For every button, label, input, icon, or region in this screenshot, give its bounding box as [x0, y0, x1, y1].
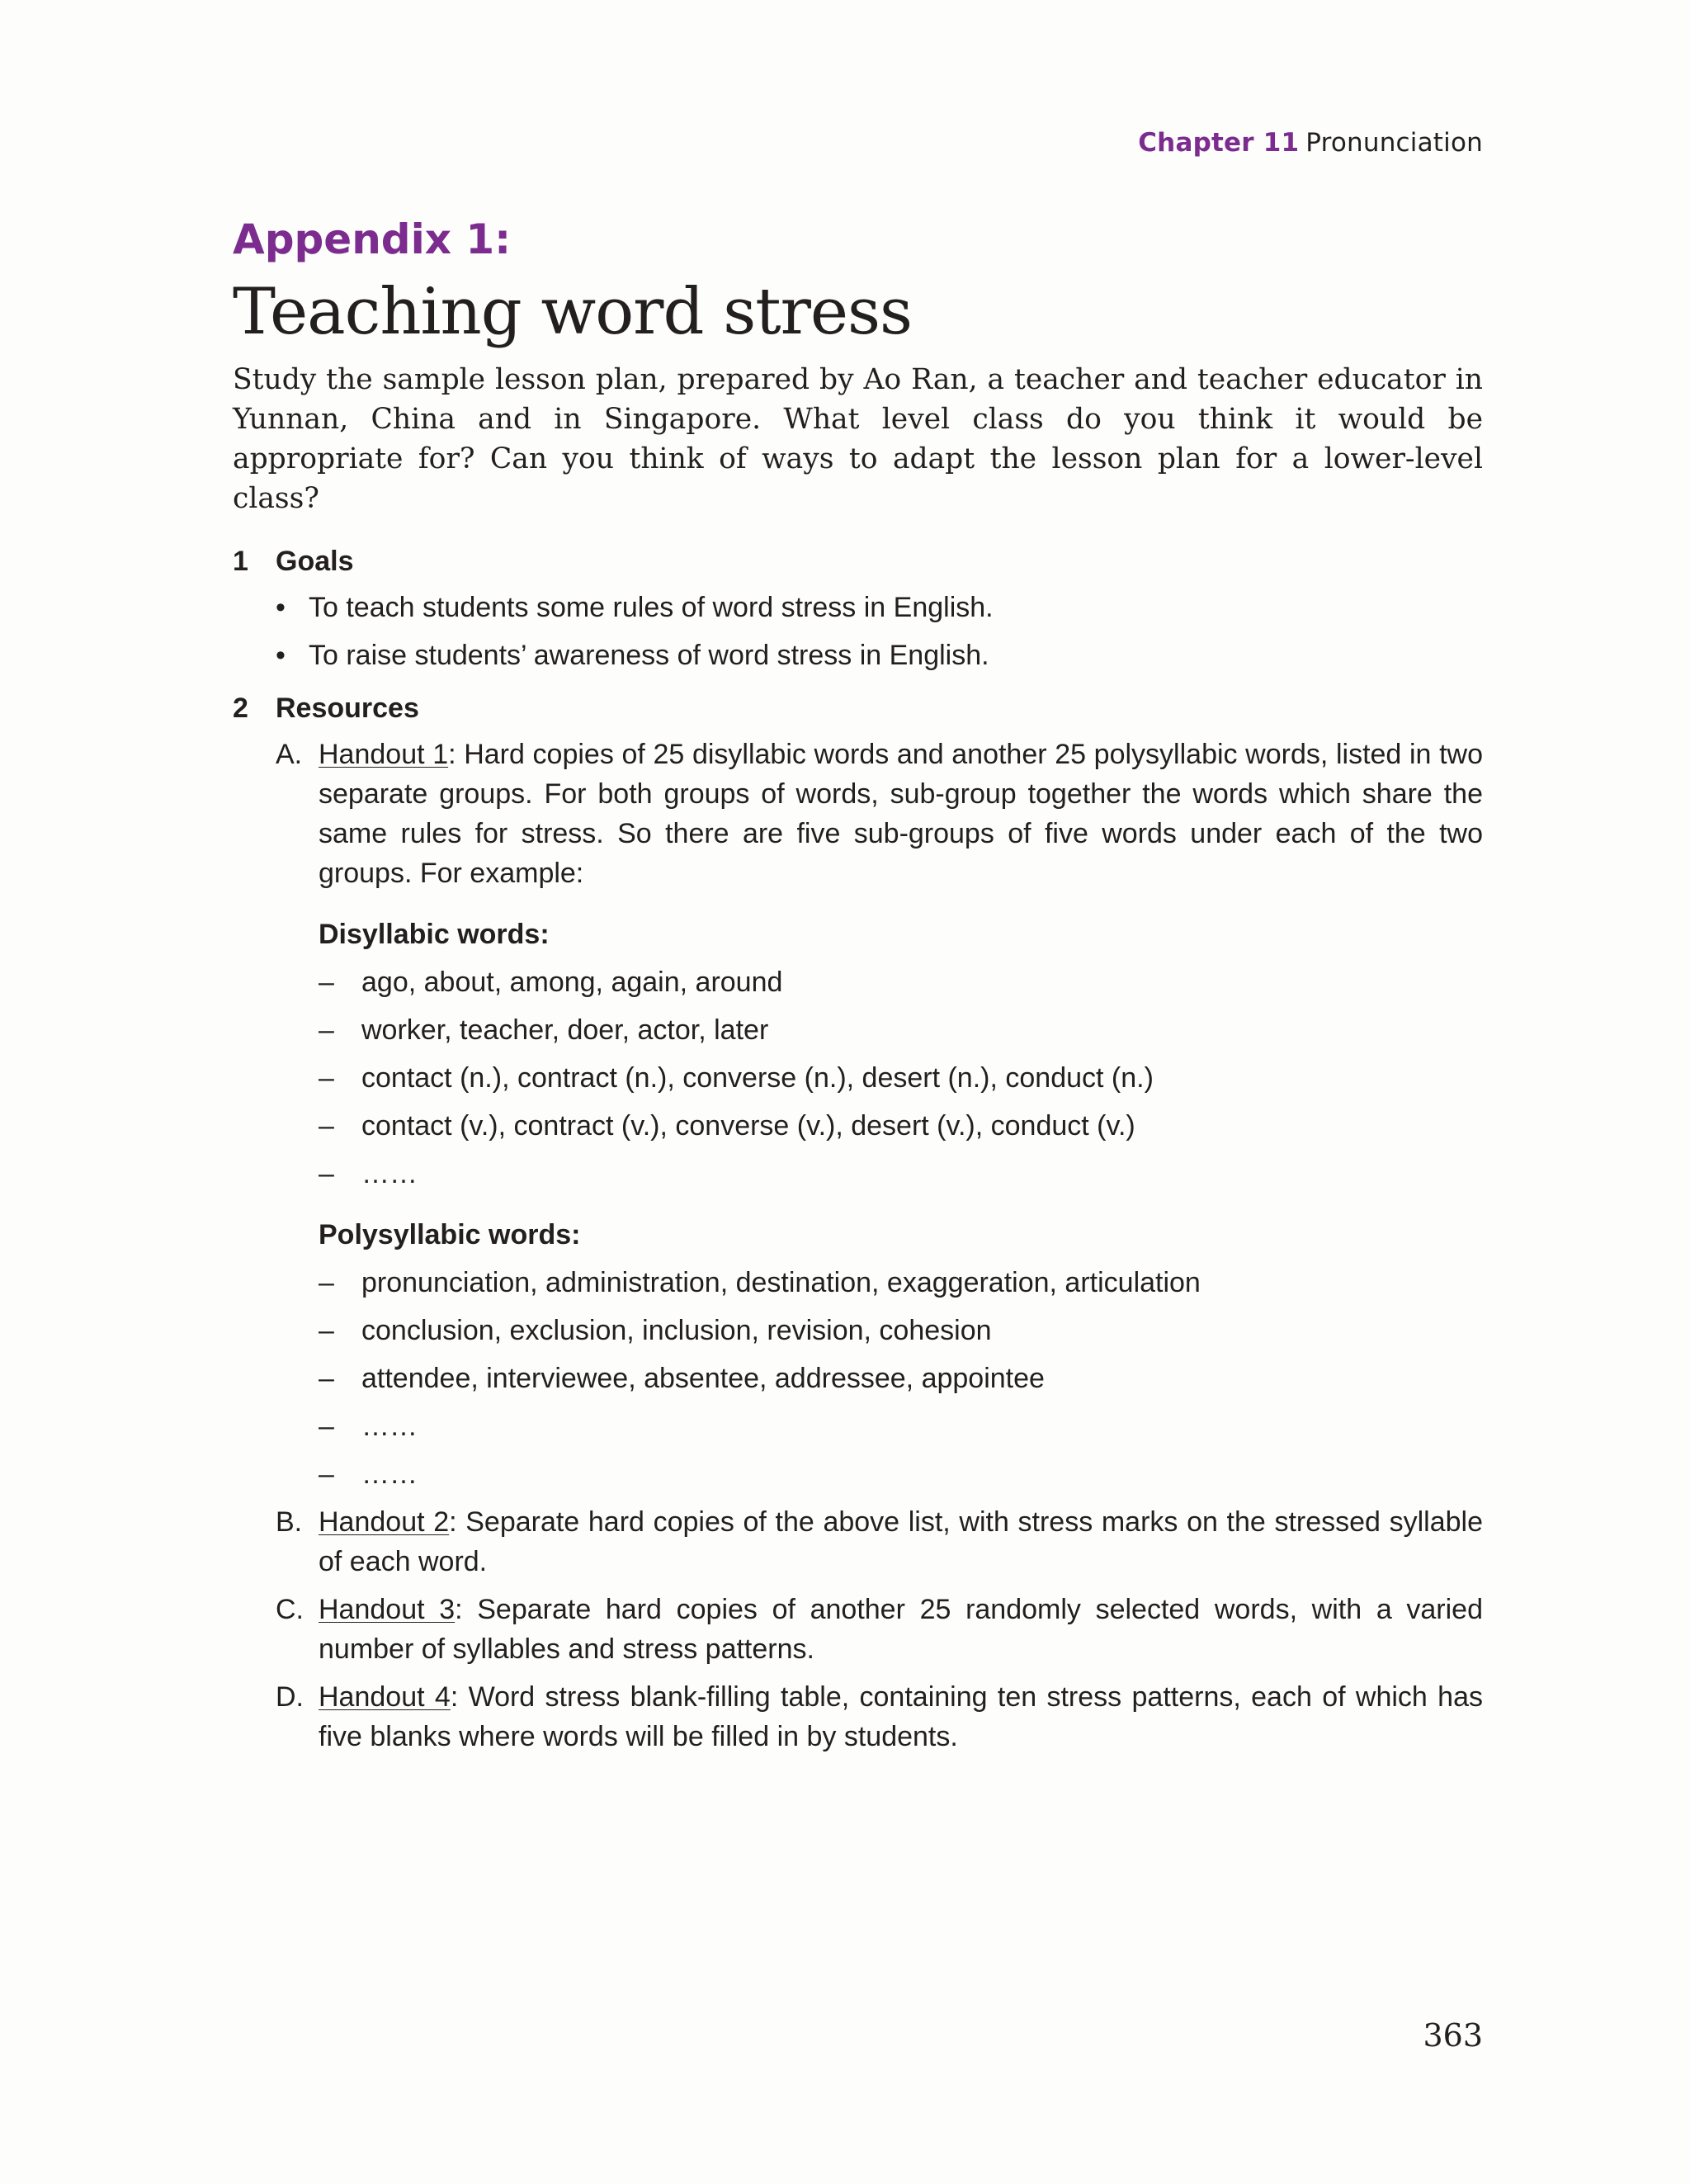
goals-heading-text: Goals — [276, 546, 354, 577]
dash-icon: – — [319, 1158, 334, 1189]
handout-3-link[interactable]: Handout 3 — [319, 1594, 456, 1625]
disyllabic-heading: Disyllabic words: — [319, 919, 550, 950]
dash-icon: – — [319, 1363, 334, 1394]
goal-item — [276, 588, 1483, 627]
resources-heading-text: Resources — [276, 693, 419, 724]
resource-letter: C. — [276, 1594, 304, 1625]
word-group-item — [319, 1263, 1483, 1302]
goal-item — [276, 636, 1483, 675]
word-group-text: …… — [361, 1158, 418, 1189]
resource-c-text: : Separate hard copies of another 25 randomly selected words, with a varied number of syllables and stress patterns. — [319, 1594, 1483, 1665]
word-group-text: contact (n.), contract (n.), converse (n.), desert (n.), conduct (n.) — [361, 1062, 1154, 1094]
resource-a-text: : Hard copies of 25 disyllabic words and another 25 polysyllabic words, listed in two separate groups. For both groups of words, sub-group together the words which share the same rules for stress. So there are five sub-groups of five words under each of the two groups. For example: — [319, 739, 1484, 889]
word-group-text: worker, teacher, doer, actor, later — [361, 1014, 769, 1046]
word-group-item — [319, 1406, 1483, 1446]
goals-list — [276, 588, 1483, 675]
word-group-item — [319, 1359, 1483, 1398]
resources-number: 2 — [233, 693, 248, 724]
section-label: Pronunciation — [1305, 128, 1483, 158]
dash-icon: – — [319, 1315, 334, 1346]
page-number: 363 — [1423, 2017, 1483, 2054]
bullet-icon: • — [276, 640, 286, 671]
handout-2-link[interactable]: Handout 2 — [319, 1506, 450, 1538]
word-group-text: ago, about, among, again, around — [361, 967, 783, 998]
appendix-label: Appendix 1: — [233, 215, 512, 263]
resource-letter: B. — [276, 1506, 303, 1538]
resource-c — [276, 1590, 1483, 1669]
resource-letter: D. — [276, 1681, 304, 1713]
word-group-text: …… — [361, 1458, 418, 1490]
dash-icon: – — [319, 1411, 334, 1442]
resource-b — [276, 1502, 1483, 1581]
bullet-icon: • — [276, 592, 286, 623]
resources-heading — [233, 690, 1483, 726]
intro-paragraph: Study the sample lesson plan, prepared by Ao Ran, a teacher and teacher educator in Yunnan, China and in Singapore. What level class do you think it would be appropriate for? Can you think of ways to adapt the lesson plan for a lower-level class? — [233, 363, 1483, 515]
resource-a — [276, 735, 1483, 893]
polysyllabic-list — [319, 1263, 1483, 1494]
dash-icon: – — [319, 1267, 334, 1298]
handout-1-link[interactable]: Handout 1 — [319, 739, 449, 770]
resource-letter: A. — [276, 739, 303, 770]
dash-icon: – — [319, 1110, 334, 1142]
resource-d — [276, 1677, 1483, 1756]
goals-number: 1 — [233, 546, 248, 577]
dash-icon: – — [319, 1458, 334, 1490]
word-group-item — [319, 1106, 1483, 1146]
word-group-item — [319, 1010, 1483, 1050]
dash-icon: – — [319, 1062, 334, 1094]
word-group-item — [319, 962, 1483, 1002]
resource-d-text: : Word stress blank-filling table, containing ten stress patterns, each of which has five blanks where words will be filled in by students. — [319, 1681, 1484, 1752]
word-group-text: …… — [361, 1411, 418, 1442]
dash-icon: – — [319, 967, 334, 998]
running-head — [1138, 128, 1483, 158]
goals-heading — [233, 543, 1483, 579]
handout-4-link[interactable]: Handout 4 — [319, 1681, 451, 1713]
dash-icon: – — [319, 1014, 334, 1046]
word-group-item — [319, 1154, 1483, 1194]
polysyllabic-heading: Polysyllabic words: — [319, 1219, 581, 1250]
word-group-item — [319, 1311, 1483, 1350]
page-title: Teaching word stress — [233, 275, 913, 349]
word-group-item — [319, 1058, 1483, 1098]
main-content — [233, 213, 1483, 1765]
disyllabic-list — [319, 962, 1483, 1194]
word-group-item — [319, 1454, 1483, 1494]
word-group-text: conclusion, exclusion, inclusion, revision, cohesion — [361, 1315, 992, 1346]
resource-b-text: : Separate hard copies of the above list, with stress marks on the stressed syllable of each word. — [319, 1506, 1484, 1577]
resources-list — [276, 735, 1483, 1756]
word-group-text: pronunciation, administration, destination, exaggeration, articulation — [361, 1267, 1201, 1298]
goal-text: To raise students’ awareness of word stress in English. — [309, 640, 989, 671]
word-group-text: attendee, interviewee, absentee, addressee, appointee — [361, 1363, 1045, 1394]
chapter-label: Chapter 11 — [1138, 128, 1300, 158]
goal-text: To teach students some rules of word stress in English. — [309, 592, 994, 623]
word-group-text: contact (v.), contract (v.), converse (v.), desert (v.), conduct (v.) — [361, 1110, 1135, 1142]
